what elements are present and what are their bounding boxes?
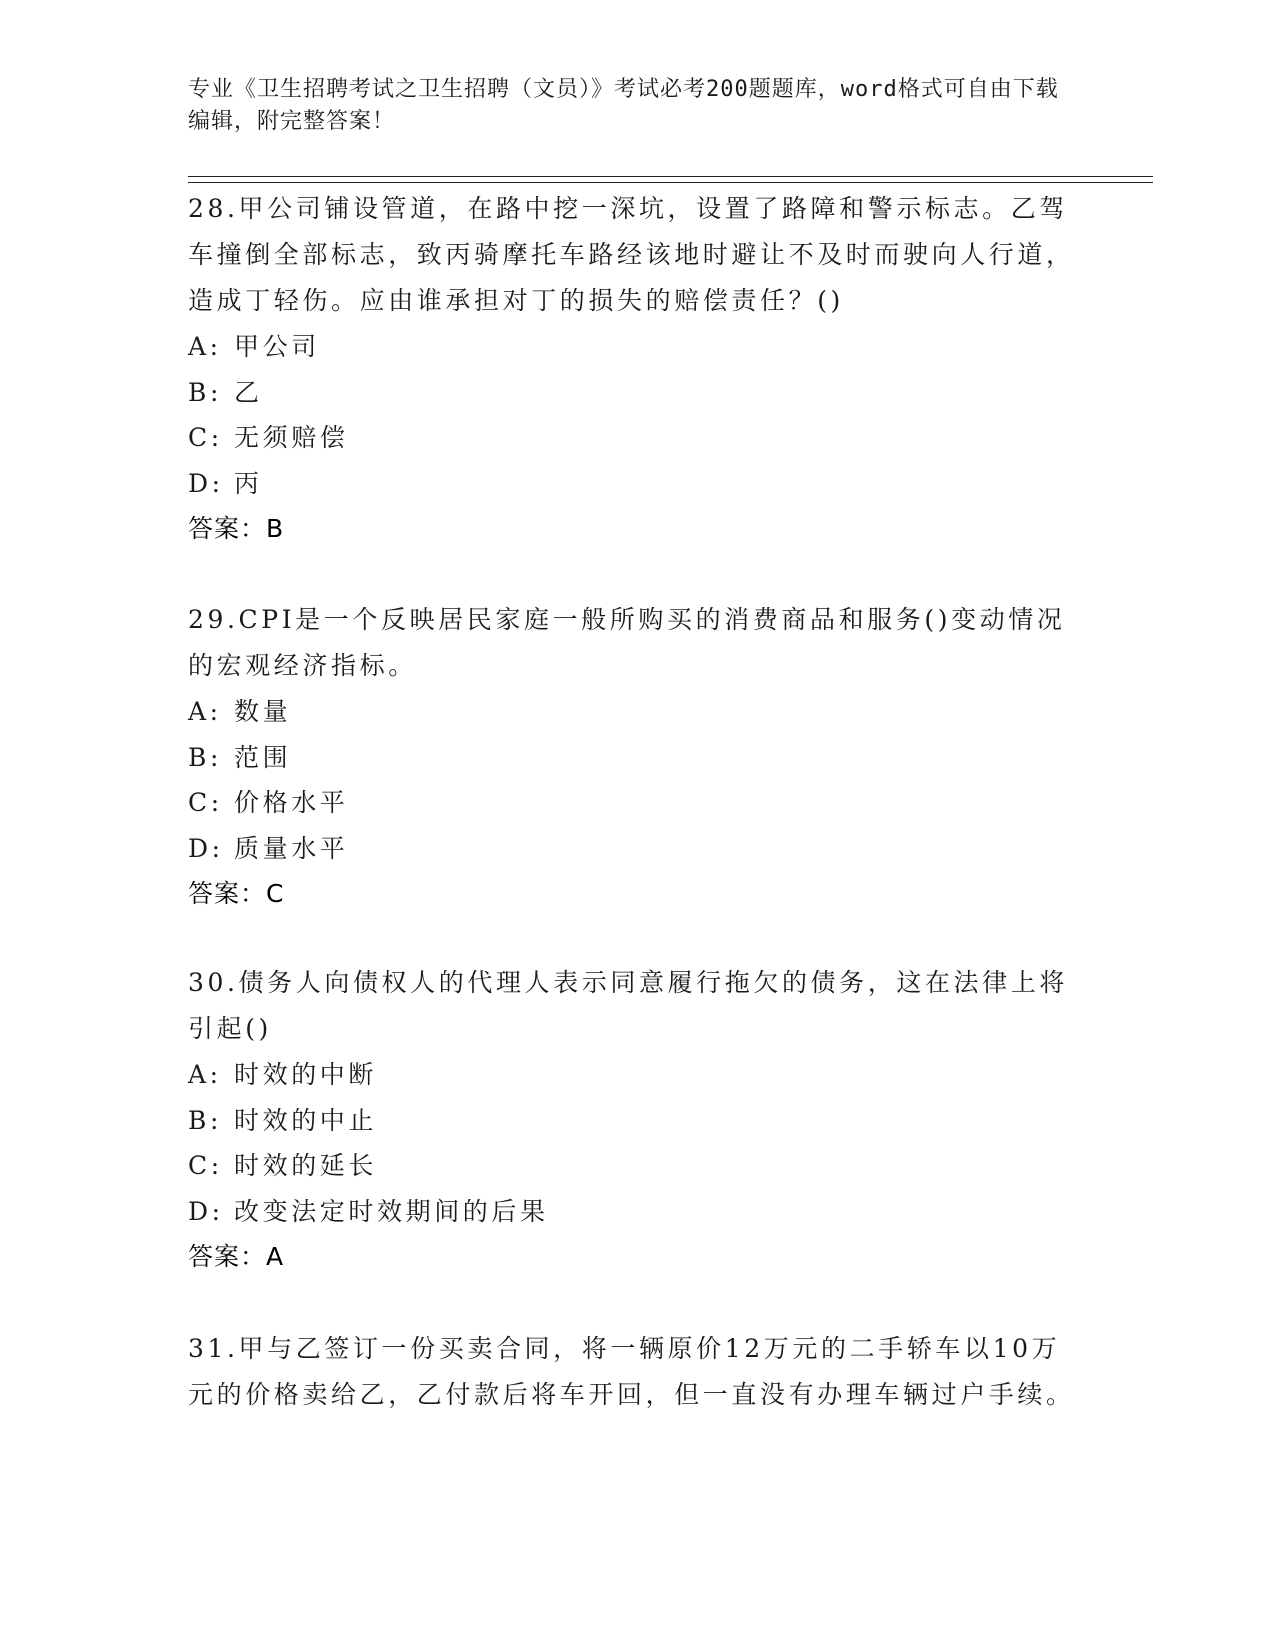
option-key: B:: [188, 742, 222, 772]
option-a: [188, 324, 1088, 370]
option-key: D:: [188, 833, 224, 863]
option-d: [188, 461, 1088, 507]
option-key: C:: [188, 788, 223, 817]
option-text: 时效的延长: [234, 1151, 378, 1180]
question-30: [188, 960, 1088, 1280]
option-text: 质量水平: [234, 833, 349, 863]
option-key: B:: [188, 1105, 222, 1135]
option-key: A:: [188, 697, 222, 726]
option-text: 改变法定时效期间的后果: [234, 1196, 549, 1226]
question-text: 30.债务人向债权人的代理人表示同意履行拖欠的债务，这在法律上将引起(): [188, 968, 1068, 1043]
option-text: 无须赔偿: [234, 423, 349, 452]
question-28: [188, 186, 1088, 552]
option-a: [188, 1052, 1088, 1098]
question-text: 28.甲公司铺设管道，在路中挖一深坑，设置了路障和警示标志。乙驾车撞倒全部标志，致丙骑摩托车路经该地时避让不及时而驶向人行道，造成丁轻伤。应由谁承担对丁的损失的赔偿责任？(): [188, 194, 1075, 315]
option-key: D:: [188, 468, 224, 498]
header-divider-top: [188, 176, 1153, 177]
option-text: 时效的中断: [234, 1060, 378, 1089]
option-c: [188, 780, 1088, 826]
option-d: [188, 1189, 1088, 1235]
option-key: A:: [188, 1060, 222, 1089]
option-key: A:: [188, 332, 222, 361]
option-text: 丙: [234, 468, 263, 498]
answer-line: 答案：A: [188, 1242, 285, 1271]
question-text: 29.CPI是一个反映居民家庭一般所购买的消费商品和服务()变动情况的宏观经济指标。: [188, 605, 1066, 680]
option-text: 范围: [234, 742, 292, 772]
option-text: 价格水平: [234, 788, 349, 817]
answer-line: 答案：C: [188, 879, 285, 908]
question-29: [188, 597, 1088, 917]
page-header: 专业《卫生招聘考试之卫生招聘（文员）》考试必考200题题库，word格式可自由下载编辑，附完整答案！: [188, 77, 1059, 134]
option-text: 乙: [234, 377, 263, 407]
option-key: C:: [188, 423, 223, 452]
option-d: [188, 826, 1088, 872]
option-key: C:: [188, 1151, 223, 1180]
answer-line: 答案：B: [188, 514, 285, 543]
option-key: D:: [188, 1196, 224, 1226]
option-a: [188, 689, 1088, 735]
option-text: 甲公司: [234, 332, 320, 361]
header-divider-bottom: [188, 182, 1153, 183]
option-text: 数量: [234, 697, 292, 726]
option-text: 时效的中止: [234, 1105, 378, 1135]
option-b: [188, 1098, 1088, 1144]
question-31: [188, 1326, 1088, 1418]
question-text: 31.甲与乙签订一份买卖合同，将一辆原价12万元的二手轿车以10万元的价格卖给乙，乙付款后将车开回，但一直没有办理车辆过户手续。: [188, 1334, 1075, 1409]
option-c: [188, 1143, 1088, 1189]
option-b: [188, 735, 1088, 781]
option-c: [188, 415, 1088, 461]
option-b: [188, 370, 1088, 416]
option-key: B:: [188, 377, 222, 407]
